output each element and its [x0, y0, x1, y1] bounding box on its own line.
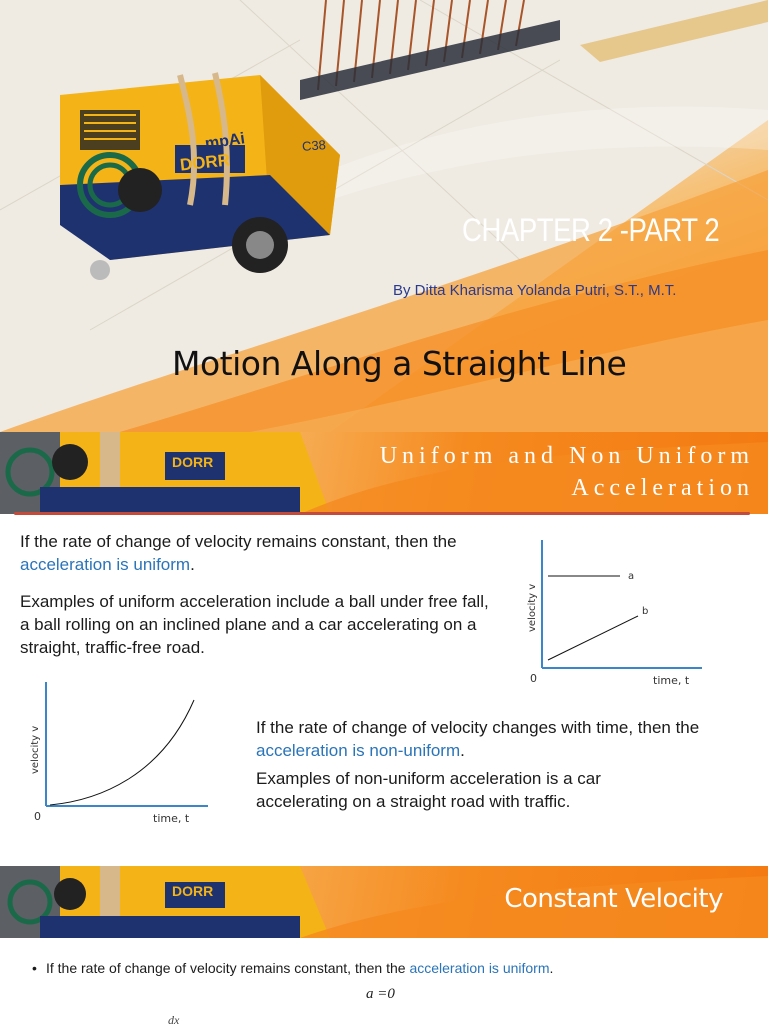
- label-a: a: [628, 571, 635, 582]
- title-slide: [0, 0, 768, 432]
- chapter-title: CHAPTER 2 -PART 2: [462, 212, 720, 248]
- text: If the rate of change of velocity remains constant, then the: [46, 960, 410, 976]
- slide-title: [380, 440, 754, 504]
- text: .: [190, 555, 195, 574]
- y-axis-label: velocity v: [527, 583, 538, 632]
- uniform-examples: Examples of uniform acceleration include a ball under free fall, a ball rolling on an inclined plane and a car accelerating on a straight, traffic-free road.: [20, 592, 489, 657]
- line-b: [548, 616, 638, 660]
- machine-logo: DORR: [172, 454, 214, 470]
- machine-model: C38: [301, 137, 327, 154]
- non-uniform-definition: [256, 716, 726, 762]
- highlight-text: acceleration is non-uniform: [256, 741, 461, 760]
- header-rule: [14, 512, 750, 515]
- constant-velocity-slide: [0, 866, 768, 1024]
- text: If the rate of change of velocity changes with time, then the: [256, 718, 700, 737]
- highlight-text: acceleration is uniform: [409, 960, 550, 976]
- slide-title-line2: Acceleration: [571, 475, 754, 501]
- machine-logo: DORR: [179, 150, 231, 175]
- text: .: [460, 741, 465, 760]
- slide-title: Constant Velocity: [504, 884, 723, 914]
- partial-formula: dx: [168, 1013, 180, 1024]
- bullet-icon: •: [32, 960, 37, 976]
- highlight-text: acceleration is uniform: [20, 555, 191, 574]
- origin-label: 0: [530, 672, 537, 685]
- non-uniform-examples: Examples of non-uniform acceleration is a car accelerating on a straight road with traffic.: [256, 769, 601, 811]
- uniform-acceleration-graph: [510, 532, 710, 692]
- machine-brand: mpAi: [203, 130, 246, 153]
- origin-label: 0: [34, 810, 41, 823]
- author-line: By Ditta Kharisma Yolanda Putri, S.T., M.T.: [393, 282, 677, 299]
- x-axis-label: time, t: [653, 674, 690, 687]
- uniform-acceleration-slide: [0, 432, 768, 862]
- machine-logo: DORR: [172, 883, 214, 899]
- uniform-definition: [20, 530, 510, 576]
- x-axis-label: time, t: [153, 812, 190, 824]
- text: If the rate of change of velocity remains constant, then the: [20, 532, 457, 551]
- slide-header: [0, 432, 768, 514]
- text: .: [549, 960, 554, 976]
- formula: a =0: [366, 986, 395, 1002]
- y-axis-label: velocity v: [30, 725, 41, 774]
- curve: [50, 700, 194, 805]
- main-title: Motion Along a Straight Line: [172, 344, 627, 383]
- slide-title-line1: Uniform and Non Uniform: [379, 443, 754, 469]
- bullet-text: [46, 960, 553, 976]
- non-uniform-acceleration-graph: [22, 674, 222, 824]
- slide-header: [0, 866, 768, 938]
- label-b: b: [642, 606, 649, 617]
